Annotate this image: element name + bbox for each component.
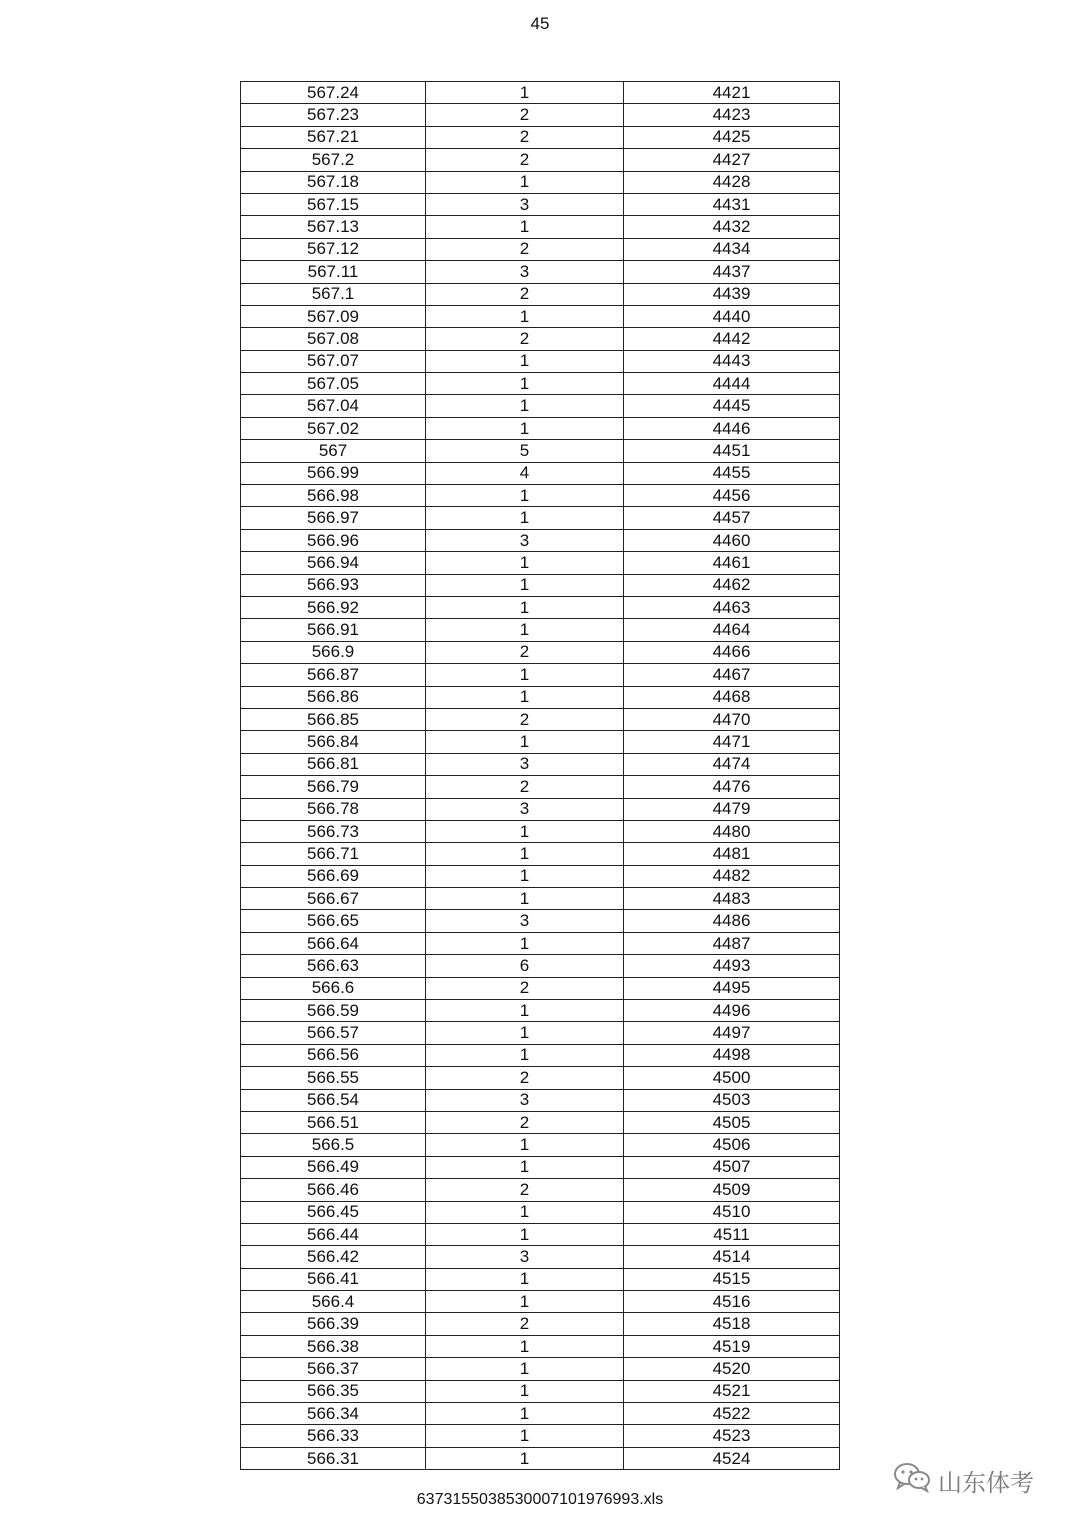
cumulative-cell: 4524 bbox=[624, 1447, 840, 1469]
score-cell: 567.13 bbox=[241, 216, 426, 238]
cumulative-cell: 4510 bbox=[624, 1201, 840, 1223]
cumulative-cell: 4462 bbox=[624, 574, 840, 596]
count-cell: 1 bbox=[426, 574, 624, 596]
table-row bbox=[241, 82, 840, 104]
table-row bbox=[241, 664, 840, 686]
count-cell: 1 bbox=[426, 1134, 624, 1156]
cumulative-cell: 4444 bbox=[624, 373, 840, 395]
table-row bbox=[241, 1313, 840, 1335]
count-cell: 2 bbox=[426, 708, 624, 730]
cumulative-cell: 4474 bbox=[624, 753, 840, 775]
table-row bbox=[241, 350, 840, 372]
score-cell: 566.85 bbox=[241, 708, 426, 730]
score-cell: 567.21 bbox=[241, 126, 426, 148]
table-row bbox=[241, 1246, 840, 1268]
cumulative-cell: 4467 bbox=[624, 664, 840, 686]
count-cell: 4 bbox=[426, 462, 624, 484]
count-cell: 1 bbox=[426, 820, 624, 842]
cumulative-cell: 4470 bbox=[624, 708, 840, 730]
score-cell: 566.99 bbox=[241, 462, 426, 484]
count-cell: 3 bbox=[426, 1246, 624, 1268]
cumulative-cell: 4476 bbox=[624, 776, 840, 798]
cumulative-cell: 4495 bbox=[624, 977, 840, 999]
count-cell: 1 bbox=[426, 171, 624, 193]
count-cell: 1 bbox=[426, 305, 624, 327]
count-cell: 1 bbox=[426, 552, 624, 574]
table-row bbox=[241, 708, 840, 730]
score-cell: 567.11 bbox=[241, 261, 426, 283]
cumulative-cell: 4493 bbox=[624, 955, 840, 977]
cumulative-cell: 4505 bbox=[624, 1111, 840, 1133]
table-row bbox=[241, 1403, 840, 1425]
table-row bbox=[241, 1201, 840, 1223]
cumulative-cell: 4443 bbox=[624, 350, 840, 372]
score-cell: 567.2 bbox=[241, 149, 426, 171]
table-row bbox=[241, 261, 840, 283]
count-cell: 2 bbox=[426, 126, 624, 148]
table-row bbox=[241, 776, 840, 798]
table-row bbox=[241, 865, 840, 887]
cumulative-cell: 4431 bbox=[624, 193, 840, 215]
score-cell: 566.56 bbox=[241, 1044, 426, 1066]
cumulative-cell: 4516 bbox=[624, 1291, 840, 1313]
cumulative-cell: 4522 bbox=[624, 1403, 840, 1425]
score-cell: 566.98 bbox=[241, 485, 426, 507]
count-cell: 1 bbox=[426, 664, 624, 686]
table-row bbox=[241, 305, 840, 327]
score-cell: 566.33 bbox=[241, 1425, 426, 1447]
cumulative-cell: 4432 bbox=[624, 216, 840, 238]
cumulative-cell: 4506 bbox=[624, 1134, 840, 1156]
count-cell: 5 bbox=[426, 440, 624, 462]
score-cell: 566.9 bbox=[241, 641, 426, 663]
cumulative-cell: 4439 bbox=[624, 283, 840, 305]
count-cell: 1 bbox=[426, 373, 624, 395]
count-cell: 2 bbox=[426, 1313, 624, 1335]
count-cell: 2 bbox=[426, 641, 624, 663]
cumulative-cell: 4518 bbox=[624, 1313, 840, 1335]
count-cell: 1 bbox=[426, 619, 624, 641]
cumulative-cell: 4445 bbox=[624, 395, 840, 417]
cumulative-cell: 4479 bbox=[624, 798, 840, 820]
table-row bbox=[241, 1111, 840, 1133]
score-table bbox=[240, 81, 840, 1470]
wechat-icon bbox=[892, 1461, 932, 1499]
table-row bbox=[241, 888, 840, 910]
count-cell: 1 bbox=[426, 1268, 624, 1290]
cumulative-cell: 4457 bbox=[624, 507, 840, 529]
score-cell: 566.64 bbox=[241, 932, 426, 954]
score-cell: 566.45 bbox=[241, 1201, 426, 1223]
score-cell: 566.92 bbox=[241, 596, 426, 618]
score-cell: 567.04 bbox=[241, 395, 426, 417]
cumulative-cell: 4464 bbox=[624, 619, 840, 641]
score-cell: 566.73 bbox=[241, 820, 426, 842]
count-cell: 1 bbox=[426, 1380, 624, 1402]
score-cell: 567.05 bbox=[241, 373, 426, 395]
table-row bbox=[241, 820, 840, 842]
score-cell: 567.02 bbox=[241, 417, 426, 439]
cumulative-cell: 4451 bbox=[624, 440, 840, 462]
count-cell: 1 bbox=[426, 1403, 624, 1425]
table-row bbox=[241, 507, 840, 529]
cumulative-cell: 4487 bbox=[624, 932, 840, 954]
table-row bbox=[241, 417, 840, 439]
count-cell: 2 bbox=[426, 104, 624, 126]
cumulative-cell: 4434 bbox=[624, 238, 840, 260]
score-cell: 567.07 bbox=[241, 350, 426, 372]
table-row bbox=[241, 149, 840, 171]
cumulative-cell: 4427 bbox=[624, 149, 840, 171]
cumulative-cell: 4486 bbox=[624, 910, 840, 932]
table-row bbox=[241, 1268, 840, 1290]
count-cell: 1 bbox=[426, 596, 624, 618]
count-cell: 1 bbox=[426, 731, 624, 753]
table-row bbox=[241, 126, 840, 148]
cumulative-cell: 4496 bbox=[624, 1000, 840, 1022]
page-number: 45 bbox=[530, 14, 550, 33]
score-cell: 566.34 bbox=[241, 1403, 426, 1425]
table-row bbox=[241, 104, 840, 126]
score-cell: 567.12 bbox=[241, 238, 426, 260]
table-row bbox=[241, 798, 840, 820]
cumulative-cell: 4503 bbox=[624, 1089, 840, 1111]
count-cell: 1 bbox=[426, 843, 624, 865]
cumulative-cell: 4428 bbox=[624, 171, 840, 193]
score-cell: 566.39 bbox=[241, 1313, 426, 1335]
table-row bbox=[241, 440, 840, 462]
table-row bbox=[241, 753, 840, 775]
count-cell: 1 bbox=[426, 1201, 624, 1223]
count-cell: 1 bbox=[426, 485, 624, 507]
table-row bbox=[241, 1156, 840, 1178]
count-cell: 2 bbox=[426, 149, 624, 171]
score-cell: 566.35 bbox=[241, 1380, 426, 1402]
count-cell: 2 bbox=[426, 776, 624, 798]
score-cell: 566.57 bbox=[241, 1022, 426, 1044]
table-row bbox=[241, 619, 840, 641]
table-row bbox=[241, 932, 840, 954]
table-row bbox=[241, 731, 840, 753]
count-cell: 3 bbox=[426, 1089, 624, 1111]
table-row bbox=[241, 1425, 840, 1447]
score-cell: 566.59 bbox=[241, 1000, 426, 1022]
count-cell: 3 bbox=[426, 798, 624, 820]
score-cell: 566.38 bbox=[241, 1335, 426, 1357]
table-row bbox=[241, 686, 840, 708]
count-cell: 1 bbox=[426, 1022, 624, 1044]
table-row bbox=[241, 1044, 840, 1066]
count-cell: 3 bbox=[426, 193, 624, 215]
score-cell: 566.67 bbox=[241, 888, 426, 910]
table-row bbox=[241, 552, 840, 574]
count-cell: 1 bbox=[426, 417, 624, 439]
score-cell: 566.31 bbox=[241, 1447, 426, 1469]
cumulative-cell: 4483 bbox=[624, 888, 840, 910]
score-cell: 566.78 bbox=[241, 798, 426, 820]
score-cell: 566.37 bbox=[241, 1358, 426, 1380]
count-cell: 2 bbox=[426, 1179, 624, 1201]
table-row bbox=[241, 373, 840, 395]
score-cell: 566.96 bbox=[241, 529, 426, 551]
count-cell: 1 bbox=[426, 1291, 624, 1313]
table-row bbox=[241, 596, 840, 618]
cumulative-cell: 4480 bbox=[624, 820, 840, 842]
score-cell: 566.94 bbox=[241, 552, 426, 574]
score-cell: 567.09 bbox=[241, 305, 426, 327]
table-row bbox=[241, 1134, 840, 1156]
score-cell: 566.49 bbox=[241, 1156, 426, 1178]
count-cell: 1 bbox=[426, 82, 624, 104]
cumulative-cell: 4523 bbox=[624, 1425, 840, 1447]
table-row bbox=[241, 395, 840, 417]
table-row bbox=[241, 462, 840, 484]
table-row bbox=[241, 1358, 840, 1380]
table-row bbox=[241, 485, 840, 507]
count-cell: 1 bbox=[426, 1000, 624, 1022]
count-cell: 1 bbox=[426, 1156, 624, 1178]
cumulative-cell: 4455 bbox=[624, 462, 840, 484]
table-row bbox=[241, 238, 840, 260]
cumulative-cell: 4481 bbox=[624, 843, 840, 865]
score-cell: 567.15 bbox=[241, 193, 426, 215]
count-cell: 1 bbox=[426, 1358, 624, 1380]
score-cell: 567.08 bbox=[241, 328, 426, 350]
count-cell: 1 bbox=[426, 1044, 624, 1066]
table-row bbox=[241, 1067, 840, 1089]
cumulative-cell: 4507 bbox=[624, 1156, 840, 1178]
count-cell: 1 bbox=[426, 350, 624, 372]
cumulative-cell: 4437 bbox=[624, 261, 840, 283]
table-row bbox=[241, 1179, 840, 1201]
cumulative-cell: 4511 bbox=[624, 1223, 840, 1245]
cumulative-cell: 4440 bbox=[624, 305, 840, 327]
table-row bbox=[241, 328, 840, 350]
count-cell: 2 bbox=[426, 283, 624, 305]
score-cell: 566.93 bbox=[241, 574, 426, 596]
score-cell: 566.51 bbox=[241, 1111, 426, 1133]
score-cell: 566.87 bbox=[241, 664, 426, 686]
cumulative-cell: 4515 bbox=[624, 1268, 840, 1290]
table-row bbox=[241, 1447, 840, 1469]
table-row bbox=[241, 171, 840, 193]
table-row bbox=[241, 1335, 840, 1357]
score-cell: 567 bbox=[241, 440, 426, 462]
count-cell: 1 bbox=[426, 216, 624, 238]
score-cell: 566.86 bbox=[241, 686, 426, 708]
cumulative-cell: 4468 bbox=[624, 686, 840, 708]
cumulative-cell: 4497 bbox=[624, 1022, 840, 1044]
count-cell: 1 bbox=[426, 1335, 624, 1357]
cumulative-cell: 4509 bbox=[624, 1179, 840, 1201]
cumulative-cell: 4500 bbox=[624, 1067, 840, 1089]
cumulative-cell: 4423 bbox=[624, 104, 840, 126]
score-cell: 566.54 bbox=[241, 1089, 426, 1111]
score-cell: 566.5 bbox=[241, 1134, 426, 1156]
score-cell: 566.44 bbox=[241, 1223, 426, 1245]
table-row bbox=[241, 283, 840, 305]
count-cell: 3 bbox=[426, 529, 624, 551]
count-cell: 3 bbox=[426, 261, 624, 283]
cumulative-cell: 4456 bbox=[624, 485, 840, 507]
cumulative-cell: 4421 bbox=[624, 82, 840, 104]
score-cell: 567.1 bbox=[241, 283, 426, 305]
score-cell: 566.46 bbox=[241, 1179, 426, 1201]
table-row bbox=[241, 843, 840, 865]
table-row bbox=[241, 574, 840, 596]
score-cell: 566.71 bbox=[241, 843, 426, 865]
score-cell: 566.84 bbox=[241, 731, 426, 753]
cumulative-cell: 4463 bbox=[624, 596, 840, 618]
count-cell: 1 bbox=[426, 865, 624, 887]
cumulative-cell: 4471 bbox=[624, 731, 840, 753]
score-cell: 567.24 bbox=[241, 82, 426, 104]
count-cell: 6 bbox=[426, 955, 624, 977]
count-cell: 2 bbox=[426, 977, 624, 999]
watermark-text: 山东体考 bbox=[938, 1468, 1034, 1497]
count-cell: 1 bbox=[426, 507, 624, 529]
score-cell: 566.91 bbox=[241, 619, 426, 641]
table-row bbox=[241, 977, 840, 999]
count-cell: 1 bbox=[426, 1425, 624, 1447]
score-cell: 566.65 bbox=[241, 910, 426, 932]
score-cell: 566.6 bbox=[241, 977, 426, 999]
footer-filename: 6373155038530007101976993.xls bbox=[416, 1491, 664, 1508]
count-cell: 2 bbox=[426, 238, 624, 260]
score-cell: 566.81 bbox=[241, 753, 426, 775]
count-cell: 2 bbox=[426, 1111, 624, 1133]
count-cell: 1 bbox=[426, 1447, 624, 1469]
cumulative-cell: 4519 bbox=[624, 1335, 840, 1357]
score-cell: 567.23 bbox=[241, 104, 426, 126]
cumulative-cell: 4498 bbox=[624, 1044, 840, 1066]
score-cell: 566.69 bbox=[241, 865, 426, 887]
score-cell: 566.41 bbox=[241, 1268, 426, 1290]
table-row bbox=[241, 641, 840, 663]
table-row bbox=[241, 1089, 840, 1111]
count-cell: 1 bbox=[426, 932, 624, 954]
table-row bbox=[241, 1000, 840, 1022]
table-row bbox=[241, 910, 840, 932]
table-row bbox=[241, 1291, 840, 1313]
count-cell: 2 bbox=[426, 1067, 624, 1089]
score-cell: 566.42 bbox=[241, 1246, 426, 1268]
cumulative-cell: 4521 bbox=[624, 1380, 840, 1402]
cumulative-cell: 4425 bbox=[624, 126, 840, 148]
count-cell: 1 bbox=[426, 888, 624, 910]
count-cell: 3 bbox=[426, 910, 624, 932]
count-cell: 2 bbox=[426, 328, 624, 350]
count-cell: 1 bbox=[426, 686, 624, 708]
table-row bbox=[241, 529, 840, 551]
table-row bbox=[241, 193, 840, 215]
table-row bbox=[241, 1223, 840, 1245]
table-row bbox=[241, 216, 840, 238]
cumulative-cell: 4520 bbox=[624, 1358, 840, 1380]
count-cell: 3 bbox=[426, 753, 624, 775]
score-cell: 566.97 bbox=[241, 507, 426, 529]
score-cell: 566.79 bbox=[241, 776, 426, 798]
cumulative-cell: 4460 bbox=[624, 529, 840, 551]
score-table-body bbox=[241, 82, 840, 1470]
cumulative-cell: 4514 bbox=[624, 1246, 840, 1268]
table-row bbox=[241, 1022, 840, 1044]
watermark bbox=[892, 1462, 1034, 1498]
score-cell: 566.63 bbox=[241, 955, 426, 977]
cumulative-cell: 4482 bbox=[624, 865, 840, 887]
cumulative-cell: 4461 bbox=[624, 552, 840, 574]
score-cell: 566.4 bbox=[241, 1291, 426, 1313]
table-row bbox=[241, 955, 840, 977]
cumulative-cell: 4466 bbox=[624, 641, 840, 663]
score-cell: 567.18 bbox=[241, 171, 426, 193]
score-cell: 566.55 bbox=[241, 1067, 426, 1089]
count-cell: 1 bbox=[426, 395, 624, 417]
table-row bbox=[241, 1380, 840, 1402]
cumulative-cell: 4446 bbox=[624, 417, 840, 439]
count-cell: 1 bbox=[426, 1223, 624, 1245]
cumulative-cell: 4442 bbox=[624, 328, 840, 350]
